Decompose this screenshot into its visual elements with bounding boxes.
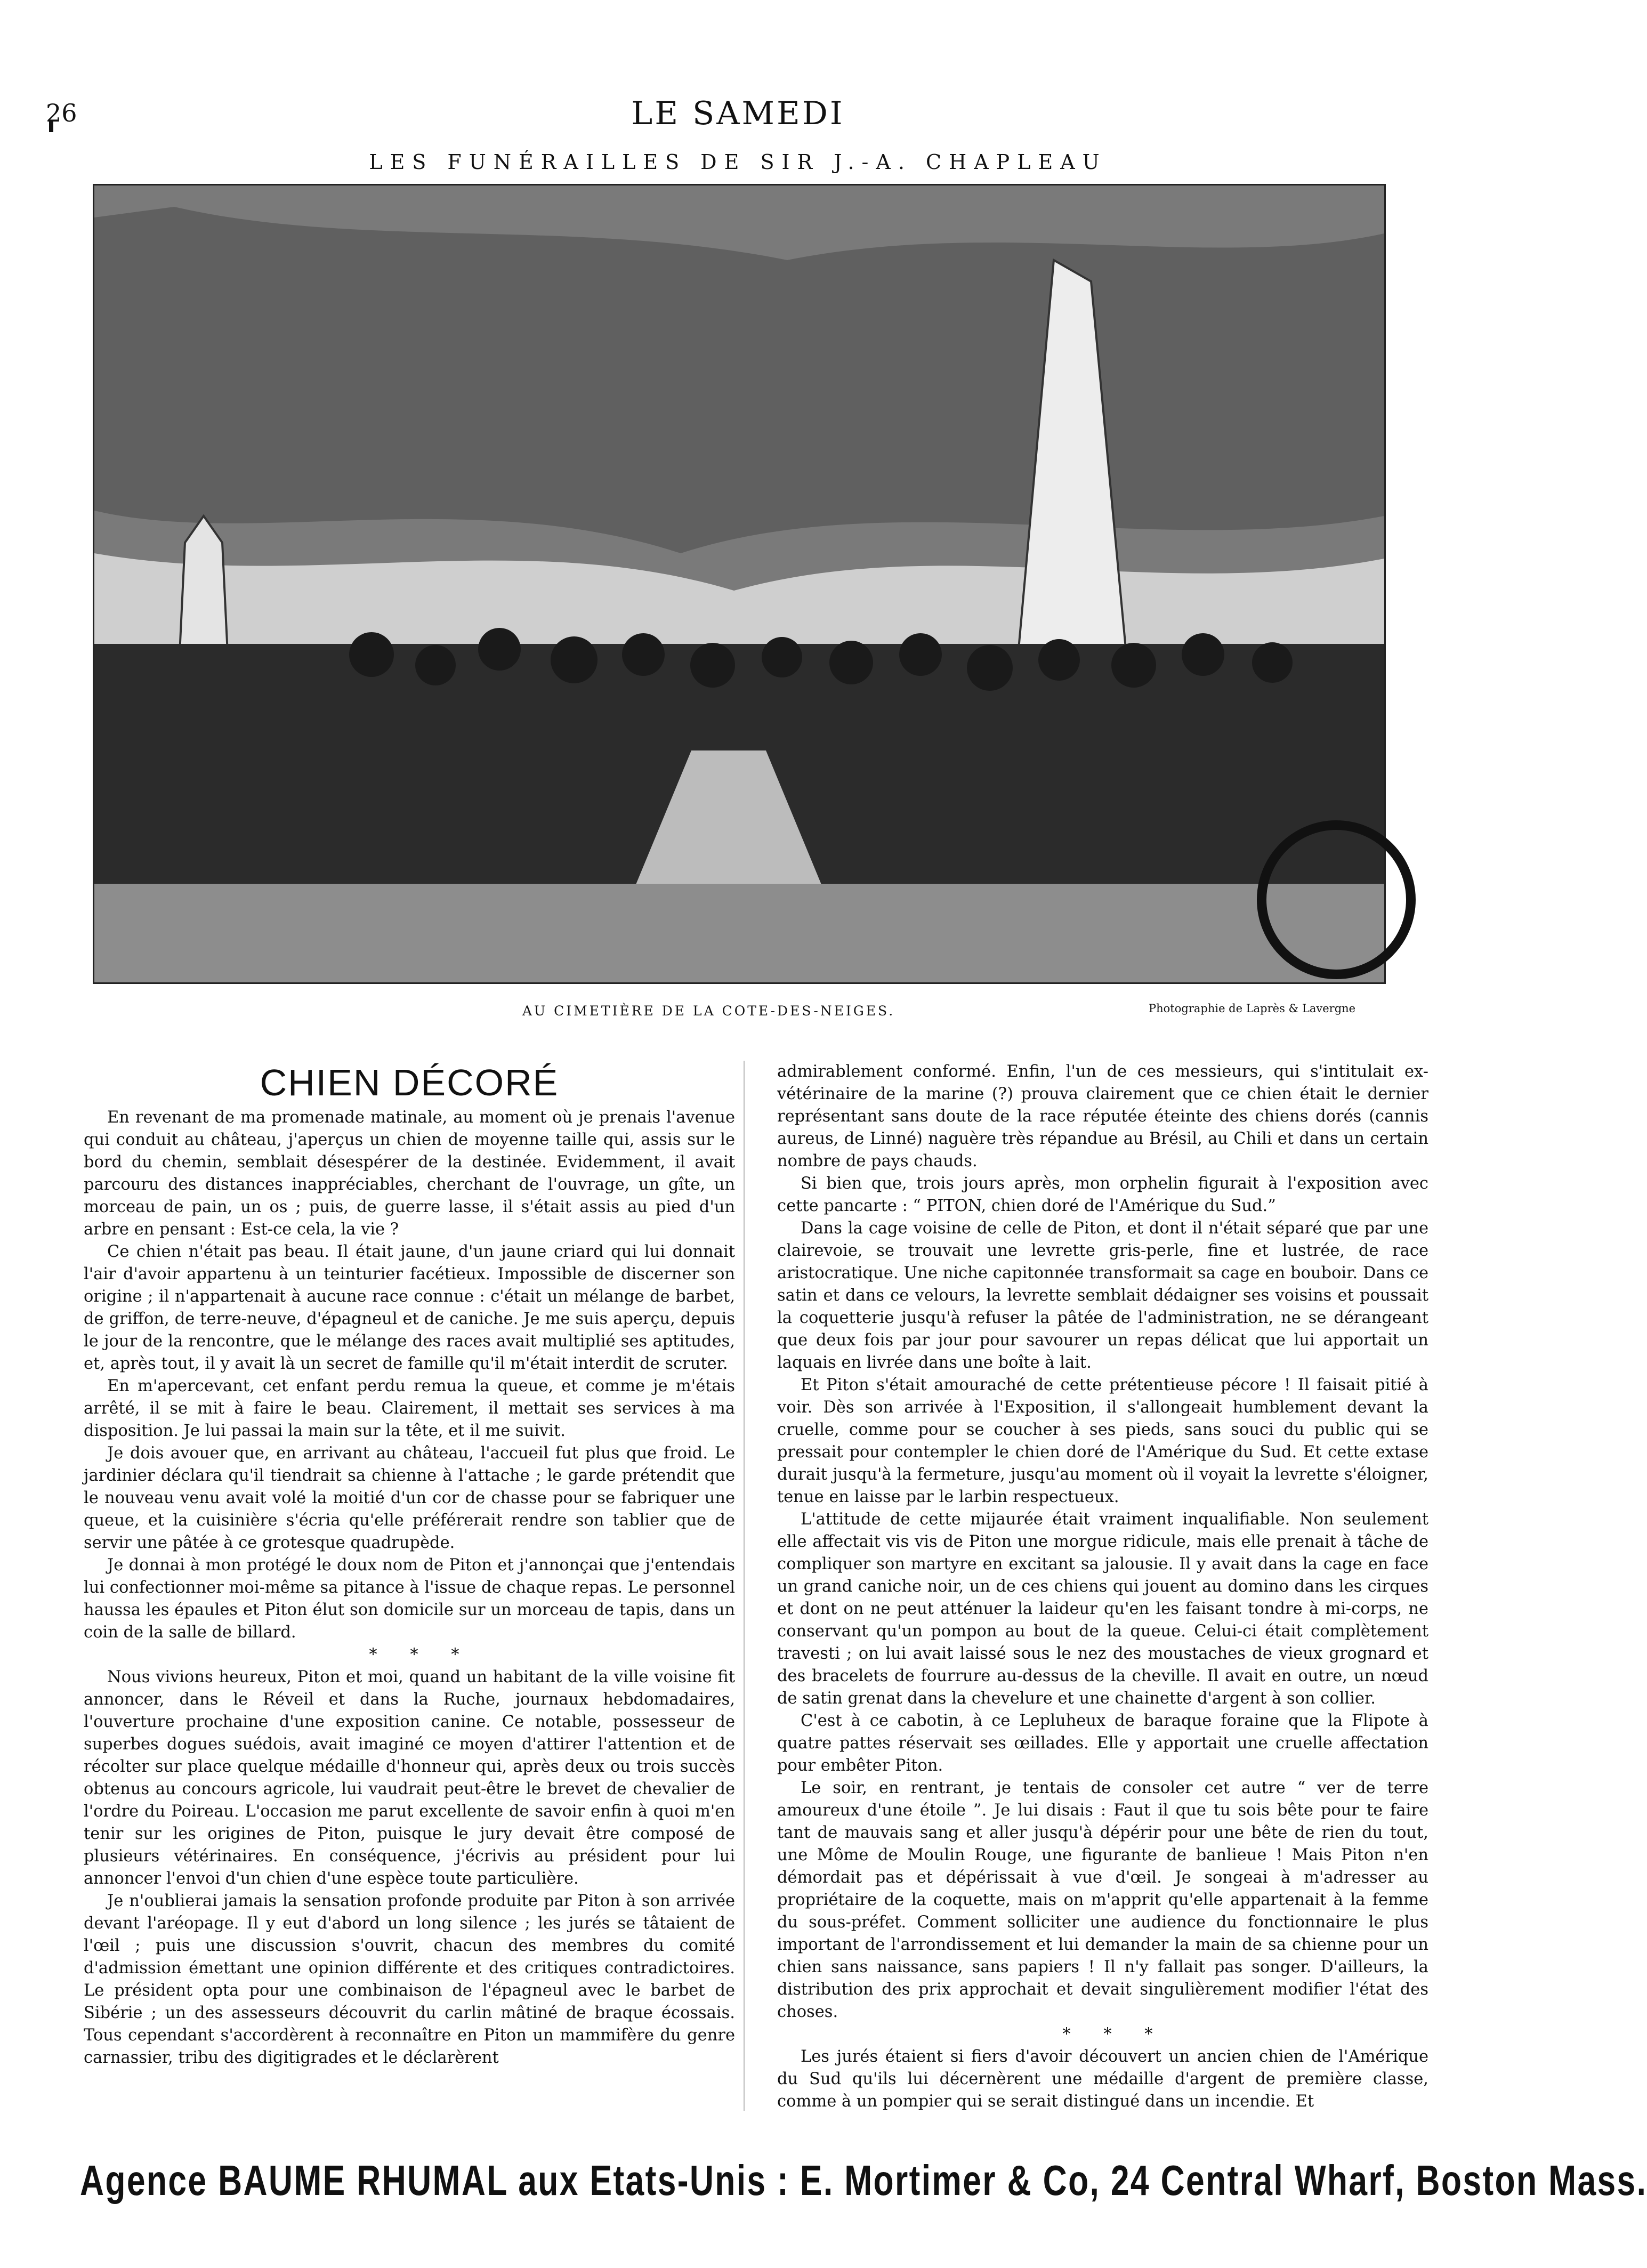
column-divider	[744, 1061, 745, 2111]
footer-advertisement: Agence BAUME RHUMAL aux Etats-Unis : E. Mortimer & Co, 24 Central Wharf, Boston Mass.	[80, 2157, 1647, 2204]
photo-caption: AU CIMETIÈRE DE LA COTE-DES-NEIGES.	[522, 1003, 895, 1019]
paragraph: Nous vivions heureux, Piton et moi, quand un habitant de la ville voisine fit annoncer, dans le Réveil et dans la Ruche, journaux hebdomadaires, l'ouverture prochaine d'une exposition canine. Ce notable, possesseur de superbes dogues suédois, avait imaginé ce moyen d'attirer l'attention et de récolter sur place quelque médaille d'honneur qui, après deux ou trois succès obtenus au concours agricole, lui vaudrait peut-être le brevet de chevalier de l'ordre du Poireau. L'occasion me parut excellente de savoir enfin à quoi m'en tenir sur les origines de Piton, puisque le jury devait être composé de plusieurs vétérinaires. En conséquence, j'écrivis au président pour lui annoncer l'envoi d'un chien d'une espèce toute particulière.	[84, 1668, 735, 1888]
photo-title: LES FUNÉRAILLES DE SIR J.-A. CHAPLEAU	[369, 150, 1107, 174]
paragraph: Ce chien n'était pas beau. Il était jaune, d'un jaune criard qui lui donnait l'air d'avoir appartenu à un teinturier facétieux. Impossible de discerner son origine ; il n'appartenait à aucune race connue : c'était un mélange de barbet, de griffon, de terre-neuve, d'épagneul et de caniche. Je me suis aperçu, depuis le jour de la rencontre, que le mélange des races avait multiplié ses aptitudes, et, après tout, il y avait là un secret de famille qu'il m'était interdit de scruter.	[84, 1242, 735, 1373]
paragraph: Je dois avouer que, en arrivant au château, l'accueil fut plus que froid. Le jardinier déclara qu'il tiendrait sa chienne à l'attache ; le garde prétendit que le nouveau venu avait volé la moitié d'un cor de chasse pour se fabriquer une queue, et la cuisinière s'écria qu'elle préférerait rendre son tablier que de servir une pâtée à ce grotesque quadrupède.	[84, 1444, 735, 1552]
masthead: LE SAMEDI	[631, 95, 845, 132]
paragraph: Les jurés étaient si fiers d'avoir découvert un ancien chien de l'Amérique du Sud qu'ils lui décernèrent une médaille d'argent de première classe, comme à un pompier qui se serait distingué dans un incendie. Et	[777, 2047, 1428, 2111]
paragraph: Si bien que, trois jours après, mon orphelin figurait à l'exposition avec cette pancarte : “ PITON, chien doré de l'Amérique du Sud.”	[777, 1174, 1428, 1215]
section-separator-stars: * * *	[1062, 2025, 1167, 2044]
article-left-column	[84, 1061, 735, 2069]
paragraph: En m'apercevant, cet enfant perdu remua la queue, et comme je m'étais arrêté, il se mit à faire le beau. Clairement, il mettait ses services à ma disposition. Je lui passai la main sur la tête, et il me suivit.	[84, 1377, 735, 1440]
paragraph: Je n'oublierai jamais la sensation profonde produite par Piton à son arrivée devant l'aréopage. Il y eut d'abord un long silence ; les jurés se tâtaient de l'œil ; puis une discussion s'ouvrit, chacun des membres du comité d'admission émettant une opinion différente et des critiques contradictoires. Le président opta pour une combinaison de l'épagneul avec le barbet de Sibérie ; un des assesseurs découvrit du carlin mâtiné de braque écossais. Tous cependant s'accordèrent à reconnaître en Piton un mammifère du genre carnassier, tribu des digitigrades et le déclarèrent	[84, 1892, 735, 2067]
funeral-photograph	[93, 184, 1386, 984]
article-right-column	[777, 1061, 1428, 2113]
article-title: CHIEN DÉCORÉ	[260, 1062, 559, 1103]
paragraph: Et Piton s'était amouraché de cette prétentieuse pécore ! Il faisait pitié à voir. Dès son arrivée à l'Exposition, il s'allongeait humblement devant la cruelle, comme pour se coucher à ses pieds, sans souci du public qui se pressait pour contempler le chien doré de l'Amérique du Sud. Et cette extase durait jusqu'à la fermeture, jusqu'au moment où il voyait la levrette s'éloigner, tenue en laisse par le larbin respectueux.	[777, 1376, 1428, 1506]
page-number: 26	[46, 99, 77, 127]
paragraph: En revenant de ma promenade matinale, au moment où je prenais l'avenue qui conduit au château, j'aperçus un chien de moyenne taille qui, assis sur le bord du chemin, semblait désespérer de la destinée. Evidemment, il avait parcouru des distances inappréciables, cherchant de l'ouvrage, un gîte, un morceau de pain, un os ; puis, de guerre lasse, il s'était assis au pied d'un arbre en pensant : Est-ce cela, la vie ?	[84, 1108, 735, 1239]
paragraph-continued: admirablement conformé. Enfin, l'un de ces messieurs, qui s'intitulait ex-vétérinaire de la marine (?) prouva clairement que ce chien était le dernier représentant sans doute de la race réputée éteinte des chiens dorés (cannis aureus, de Linné) naguère très répandue au Brésil, au Chili et dans un certain nombre de pays chauds.	[777, 1062, 1428, 1171]
paragraph: C'est à ce cabotin, à ce Lepluheux de baraque foraine que la Flipote à quatre pattes réservait ses œillades. Elle y apportait une cruelle affectation pour embêter Piton.	[777, 1712, 1428, 1775]
section-separator-stars: * * *	[369, 1645, 473, 1664]
paragraph: Le soir, en rentrant, je tentais de consoler cet autre “ ver de terre amoureux d'une étoile ”. Je lui disais : Faut il que tu sois bête pour te faire tant de mauvais sang et aller jusqu'à dépérir pour une bête de rien du tout, une Môme de Moulin Rouge, une figurante de banlieue ! Mais Piton n'en démordait pas et dépérissait à vue d'œil. Je songeai à m'adresser au propriétaire de la coquette, mais on m'apprit qu'elle appartenait à la femme du sous-préfet. Comment solliciter une audience du fonctionnaire le plus important de l'arrondissement et lui demander la main de sa chienne pour un chien sans naissance, sans papiers ! Il n'y fallait pas songer. D'ailleurs, la distribution des prix approchait et devait singulièrement modifier l'état des choses.	[777, 1779, 1428, 2021]
paragraph: Dans la cage voisine de celle de Piton, et dont il n'était séparé que par une clairevoie, se trouvait une levrette gris-perle, fine et lustrée, de race aristocratique. Une niche capitonnée transformait sa cage en bouboir. Dans ce satin et dans ce velours, la levrette semblait dédaigner ses voisins et poussait la coquetterie jusqu'à refuser la pâtée de l'administration, ne se dérangeant que deux fois par jour pour savourer un repas délicat que lui apportait un laquais en livrée dans une boîte à lait.	[777, 1219, 1428, 1372]
photo-credit: Photographie de Laprès & Lavergne	[1149, 1002, 1356, 1015]
paragraph: L'attitude de cette mijaurée était vraiment inqualifiable. Non seulement elle affectait vis vis de Piton une morgue ridicule, mais elle prenait à tâche de compliquer son martyre en excitant sa jalousie. Il y avait dans la cage en face un grand caniche noir, un de ces chiens qui jouent au domino dans les cirques et dont on ne peut atténuer la laideur qu'en les faisant tondre à mi-corps, ne conservant qu'un pompon au bout de la queue. Celui-ci était complètement travesti ; on lui avait laissé sous le nez des moustaches de vieux grognard et des bracelets de fourrure au-dessus de la cheville. Il avait en outre, un nœud de satin grenat dans la chevelure et une chainette d'argent à son collier.	[777, 1510, 1428, 1708]
paragraph: Je donnai à mon protégé le doux nom de Piton et j'annonçai que j'entendais lui confectionner moi-même sa pitance à l'issue de chaque repas. Le personnel haussa les épaules et Piton élut son domicile sur un morceau de tapis, dans un coin de la salle de billard.	[84, 1556, 735, 1642]
